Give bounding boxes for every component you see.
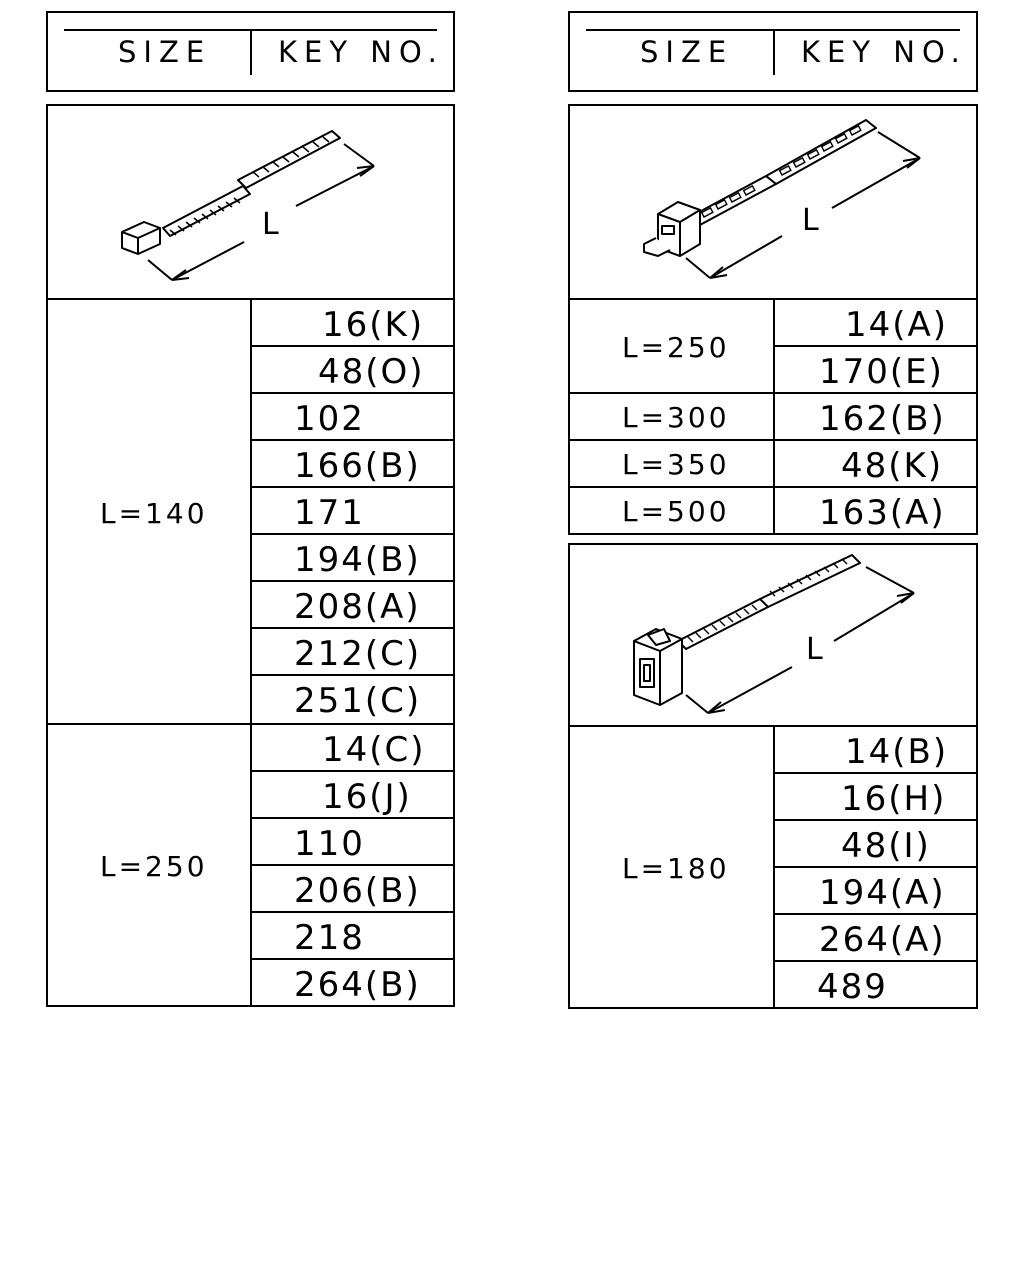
key-cell	[773, 960, 978, 1009]
key-value: 48(I)	[841, 826, 931, 866]
key-cell	[773, 866, 978, 915]
key-value: 170(E)	[819, 352, 944, 392]
key-column-header: KEY NO.	[278, 35, 444, 69]
key-value: 212(C)	[294, 634, 422, 674]
key-value: 14(B)	[845, 732, 949, 772]
size-cell-l350	[568, 439, 775, 488]
key-cell	[773, 772, 978, 821]
size-cell-l140	[46, 298, 252, 725]
key-cell	[250, 392, 455, 441]
size-value: L=250	[100, 850, 208, 883]
key-value: 102	[294, 399, 365, 439]
key-cell	[250, 439, 455, 488]
right-header	[568, 11, 978, 92]
key-cell	[250, 770, 455, 819]
cable-tie-illustration	[48, 106, 453, 298]
key-value: 48(O)	[318, 352, 425, 392]
mount-tie-illustration	[570, 545, 976, 725]
size-value: L=140	[100, 497, 208, 530]
key-value: 264(B)	[294, 965, 421, 1005]
dimension-label: L	[802, 203, 819, 238]
key-cell	[773, 725, 978, 774]
key-value: 110	[294, 824, 365, 864]
key-column-header: KEY NO.	[801, 35, 967, 69]
key-cell	[773, 913, 978, 962]
size-value: L=180	[622, 852, 730, 885]
key-value: 171	[294, 493, 365, 533]
key-value: 162(B)	[819, 399, 946, 439]
size-column-header: SIZE	[640, 35, 734, 69]
key-cell	[250, 674, 455, 725]
key-cell	[250, 911, 455, 960]
key-cell	[250, 627, 455, 676]
key-value: 48(K)	[841, 446, 944, 486]
key-cell	[250, 723, 455, 772]
key-value: 218	[294, 918, 365, 958]
key-cell	[250, 533, 455, 582]
size-value: L=500	[622, 495, 730, 528]
size-cell-l250	[568, 298, 775, 394]
size-value: L=250	[622, 331, 730, 364]
key-value: 14(C)	[322, 730, 426, 770]
key-value: 208(A)	[294, 587, 421, 627]
key-cell	[250, 817, 455, 866]
key-value: 194(B)	[294, 540, 421, 580]
key-cell	[773, 486, 978, 535]
key-cell	[250, 486, 455, 535]
left-header	[46, 11, 455, 92]
size-cell-l180	[568, 725, 775, 1009]
header-separator	[773, 31, 775, 75]
key-cell	[250, 864, 455, 913]
size-cell-l500	[568, 486, 775, 535]
key-value: 166(B)	[294, 446, 421, 486]
key-value: 16(K)	[322, 305, 425, 345]
key-cell	[250, 958, 455, 1007]
key-value: 264(A)	[819, 920, 946, 960]
key-cell	[250, 345, 455, 394]
key-value: 14(A)	[845, 305, 949, 345]
dimension-label: L	[262, 207, 279, 242]
key-value: 489	[817, 967, 888, 1007]
key-value: 163(A)	[819, 493, 946, 533]
dimension-label: L	[806, 632, 823, 667]
key-cell	[773, 298, 978, 347]
size-value: L=300	[622, 401, 730, 434]
key-value: 194(A)	[819, 873, 946, 913]
key-value: 251(C)	[294, 681, 422, 721]
size-value: L=350	[622, 448, 730, 481]
size-column-header: SIZE	[118, 35, 212, 69]
size-cell-l300	[568, 392, 775, 441]
key-cell	[250, 298, 455, 347]
key-cell	[773, 392, 978, 441]
key-cell	[250, 580, 455, 629]
key-value: 16(H)	[841, 779, 947, 819]
releasable-tie-illustration	[570, 106, 976, 298]
key-cell	[773, 439, 978, 488]
key-cell	[773, 345, 978, 394]
right-top-illustration-panel	[568, 104, 978, 300]
size-cell-l250	[46, 723, 252, 1007]
key-value: 206(B)	[294, 871, 421, 911]
key-value: 16(J)	[322, 777, 412, 817]
header-separator	[250, 31, 252, 75]
right-bottom-illustration-panel	[568, 543, 978, 727]
key-cell	[773, 819, 978, 868]
left-illustration-panel	[46, 104, 455, 300]
